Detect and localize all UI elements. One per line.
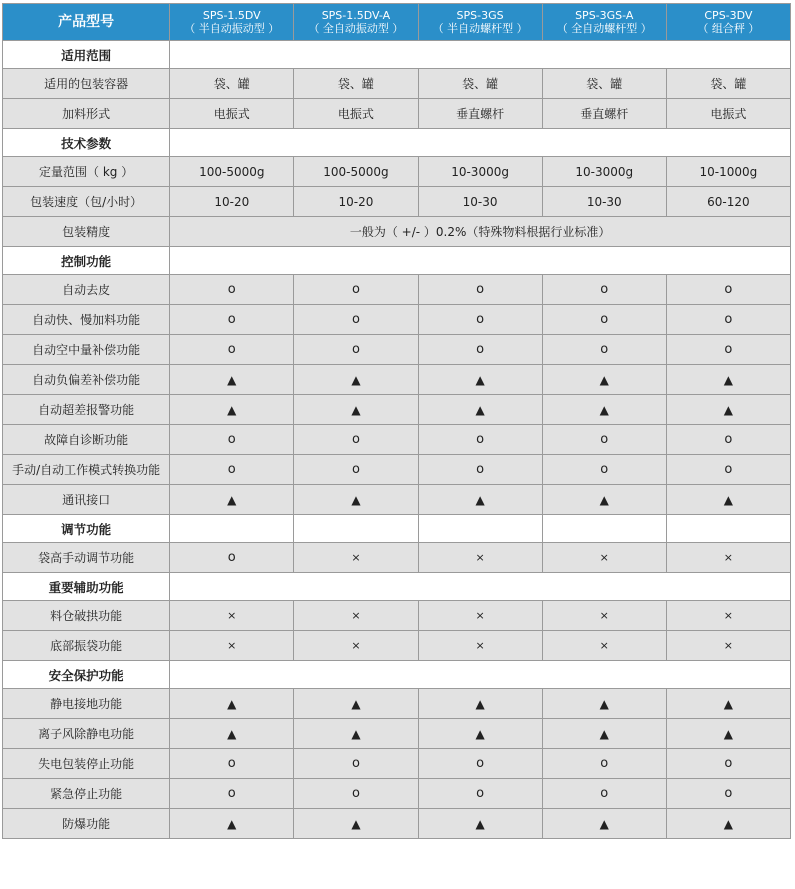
feature-mark-cell: o [294, 779, 418, 809]
row-label: 故障自诊断功能 [3, 425, 170, 455]
table-row [3, 365, 791, 395]
table-row [3, 485, 791, 515]
table-row [3, 601, 791, 631]
section-row [3, 515, 791, 543]
feature-mark-cell: o [294, 305, 418, 335]
feature-mark-cell: × [294, 631, 418, 661]
feature-mark-cell: × [666, 543, 790, 573]
section-title: 技术参数 [3, 129, 170, 157]
row-label: 紧急停止功能 [3, 779, 170, 809]
feature-mark-cell: o [294, 335, 418, 365]
row-label: 手动/自动工作模式转换功能 [3, 455, 170, 485]
value-cell: 100-5000g [294, 157, 418, 187]
row-label: 自动超差报警功能 [3, 395, 170, 425]
row-label: 静电接地功能 [3, 689, 170, 719]
row-label: 底部振袋功能 [3, 631, 170, 661]
feature-mark-cell: ▲ [666, 719, 790, 749]
feature-mark-cell: ▲ [170, 485, 294, 515]
row-label: 自动空中量补偿功能 [3, 335, 170, 365]
value-cell: 10-30 [542, 187, 666, 217]
feature-mark-cell: ▲ [294, 809, 418, 839]
feature-mark-cell: × [294, 543, 418, 573]
feature-mark-cell: ▲ [418, 809, 542, 839]
row-label: 料仓破拱功能 [3, 601, 170, 631]
feature-mark-cell: ▲ [294, 365, 418, 395]
table-row [3, 543, 791, 573]
value-cell: 电振式 [294, 99, 418, 129]
table-row [3, 425, 791, 455]
feature-mark-cell: o [666, 305, 790, 335]
section-row [3, 573, 791, 601]
row-label: 自动去皮 [3, 275, 170, 305]
header-row [3, 4, 791, 41]
feature-mark-cell: o [666, 779, 790, 809]
value-cell: 10-3000g [542, 157, 666, 187]
value-cell: 10-30 [418, 187, 542, 217]
feature-mark-cell: o [418, 305, 542, 335]
section-row [3, 129, 791, 157]
feature-mark-cell: o [542, 275, 666, 305]
model-column-header [170, 4, 294, 41]
table-row [3, 305, 791, 335]
feature-mark-cell: o [542, 335, 666, 365]
value-cell: 袋、罐 [294, 69, 418, 99]
row-label: 袋高手动调节功能 [3, 543, 170, 573]
feature-mark-cell: ▲ [418, 365, 542, 395]
feature-mark-cell: ▲ [542, 809, 666, 839]
feature-mark-cell: o [666, 749, 790, 779]
table-row [3, 187, 791, 217]
feature-mark-cell: o [542, 749, 666, 779]
table-row [3, 809, 791, 839]
feature-mark-cell: o [294, 455, 418, 485]
value-cell: 袋、罐 [170, 69, 294, 99]
feature-mark-cell: ▲ [666, 365, 790, 395]
value-cell: 100-5000g [170, 157, 294, 187]
feature-mark-cell: o [666, 335, 790, 365]
model-type: （ 半自动振动型 ） [184, 22, 280, 35]
row-label: 定量范围（ kg ） [3, 157, 170, 187]
value-cell: 垂直螺杆 [418, 99, 542, 129]
model-type: （ 全自动振动型 ） [308, 22, 404, 35]
section-row [3, 247, 791, 275]
feature-mark-cell: o [666, 455, 790, 485]
feature-mark-cell: ▲ [666, 809, 790, 839]
value-cell: 电振式 [666, 99, 790, 129]
value-cell: 电振式 [170, 99, 294, 129]
row-label: 通讯接口 [3, 485, 170, 515]
feature-mark-cell: ▲ [542, 485, 666, 515]
feature-mark-cell: ▲ [294, 485, 418, 515]
row-label: 离子风除静电功能 [3, 719, 170, 749]
value-cell: 袋、罐 [418, 69, 542, 99]
section-row [3, 661, 791, 689]
feature-mark-cell: o [170, 275, 294, 305]
model-type: （ 组合秤 ） [697, 22, 760, 35]
feature-mark-cell: ▲ [170, 365, 294, 395]
row-label: 自动快、慢加料功能 [3, 305, 170, 335]
table-row [3, 779, 791, 809]
feature-mark-cell: o [418, 749, 542, 779]
feature-mark-cell: × [666, 631, 790, 661]
feature-mark-cell: ▲ [294, 395, 418, 425]
feature-mark-cell: ▲ [294, 719, 418, 749]
model-name: CPS-3DV [704, 9, 753, 22]
table-row [3, 69, 791, 99]
feature-mark-cell: ▲ [170, 395, 294, 425]
feature-mark-cell: o [170, 543, 294, 573]
section-title: 调节功能 [3, 515, 170, 543]
feature-mark-cell: o [418, 425, 542, 455]
section-filler [170, 129, 791, 157]
section-filler [170, 573, 791, 601]
feature-mark-cell: × [170, 631, 294, 661]
value-cell: 10-1000g [666, 157, 790, 187]
feature-mark-cell: o [170, 335, 294, 365]
model-column-header [294, 4, 418, 41]
value-cell: 10-20 [294, 187, 418, 217]
table-row [3, 275, 791, 305]
section-empty-cell [542, 515, 666, 543]
feature-mark-cell: o [542, 305, 666, 335]
value-cell: 袋、罐 [542, 69, 666, 99]
feature-mark-cell: o [294, 275, 418, 305]
model-column-header [542, 4, 666, 41]
value-cell: 10-3000g [418, 157, 542, 187]
row-label: 加料形式 [3, 99, 170, 129]
value-cell: 10-20 [170, 187, 294, 217]
feature-mark-cell: o [666, 275, 790, 305]
feature-mark-cell: o [418, 455, 542, 485]
model-name: SPS-1.5DV-A [321, 9, 391, 22]
feature-mark-cell: ▲ [542, 689, 666, 719]
section-title: 适用范围 [3, 41, 170, 69]
section-title: 控制功能 [3, 247, 170, 275]
section-filler [170, 41, 791, 69]
section-title: 重要辅助功能 [3, 573, 170, 601]
feature-mark-cell: o [666, 425, 790, 455]
feature-mark-cell: o [542, 425, 666, 455]
feature-mark-cell: ▲ [542, 365, 666, 395]
feature-mark-cell: × [294, 601, 418, 631]
section-filler [170, 661, 791, 689]
model-name: SPS-3GS-A [575, 9, 634, 22]
table-row [3, 157, 791, 187]
row-label: 适用的包装容器 [3, 69, 170, 99]
section-empty-cell [666, 515, 790, 543]
value-cell: 袋、罐 [666, 69, 790, 99]
feature-mark-cell: o [418, 275, 542, 305]
section-title: 安全保护功能 [3, 661, 170, 689]
section-filler [170, 247, 791, 275]
value-cell: 60-120 [666, 187, 790, 217]
feature-mark-cell: o [542, 455, 666, 485]
feature-mark-cell: × [418, 601, 542, 631]
section-empty-cell [418, 515, 542, 543]
feature-mark-cell: o [542, 779, 666, 809]
feature-mark-cell: o [170, 425, 294, 455]
feature-mark-cell: o [294, 425, 418, 455]
feature-mark-cell: ▲ [418, 719, 542, 749]
feature-mark-cell: ▲ [542, 395, 666, 425]
feature-mark-cell: ▲ [170, 689, 294, 719]
row-label: 防爆功能 [3, 809, 170, 839]
model-name: SPS-1.5DV [202, 9, 261, 22]
feature-mark-cell: ▲ [170, 809, 294, 839]
table-row [3, 719, 791, 749]
feature-mark-cell: o [294, 749, 418, 779]
feature-mark-cell: o [170, 749, 294, 779]
feature-mark-cell: × [418, 631, 542, 661]
table-row [3, 631, 791, 661]
feature-mark-cell: ▲ [294, 689, 418, 719]
table-row [3, 689, 791, 719]
table-row [3, 395, 791, 425]
feature-mark-cell: ▲ [170, 719, 294, 749]
feature-mark-cell: × [542, 631, 666, 661]
feature-mark-cell: ▲ [666, 485, 790, 515]
table-row [3, 335, 791, 365]
feature-mark-cell: ▲ [666, 395, 790, 425]
feature-mark-cell: × [542, 601, 666, 631]
feature-mark-cell: ▲ [542, 719, 666, 749]
feature-mark-cell: × [666, 601, 790, 631]
row-label: 包装速度（包/小时） [3, 187, 170, 217]
model-column-header [666, 4, 790, 41]
merged-value-cell: 一般为（ +/- ）0.2%（特殊物料根据行业标准） [170, 217, 791, 247]
feature-mark-cell: ▲ [418, 485, 542, 515]
value-cell: 垂直螺杆 [542, 99, 666, 129]
section-empty-cell [170, 515, 294, 543]
feature-mark-cell: o [418, 779, 542, 809]
section-row [3, 41, 791, 69]
model-header-label: 产品型号 [3, 4, 170, 41]
feature-mark-cell: × [542, 543, 666, 573]
feature-mark-cell: ▲ [418, 395, 542, 425]
table-row [3, 455, 791, 485]
feature-mark-cell: o [170, 455, 294, 485]
model-name: SPS-3GS [456, 9, 504, 22]
table-row [3, 99, 791, 129]
model-type: （ 全自动螺杆型 ） [556, 22, 652, 35]
spec-table-body [3, 41, 791, 839]
feature-mark-cell: × [418, 543, 542, 573]
feature-mark-cell: ▲ [666, 689, 790, 719]
feature-mark-cell: o [418, 335, 542, 365]
row-label: 自动负偏差补偿功能 [3, 365, 170, 395]
section-empty-cell [294, 515, 418, 543]
product-spec-table [2, 3, 791, 839]
model-column-header [418, 4, 542, 41]
table-row [3, 217, 791, 247]
table-row [3, 749, 791, 779]
feature-mark-cell: ▲ [418, 689, 542, 719]
row-label: 失电包装停止功能 [3, 749, 170, 779]
model-type: （ 半自动螺杆型 ） [432, 22, 528, 35]
feature-mark-cell: o [170, 779, 294, 809]
feature-mark-cell: × [170, 601, 294, 631]
row-label: 包装精度 [3, 217, 170, 247]
feature-mark-cell: o [170, 305, 294, 335]
